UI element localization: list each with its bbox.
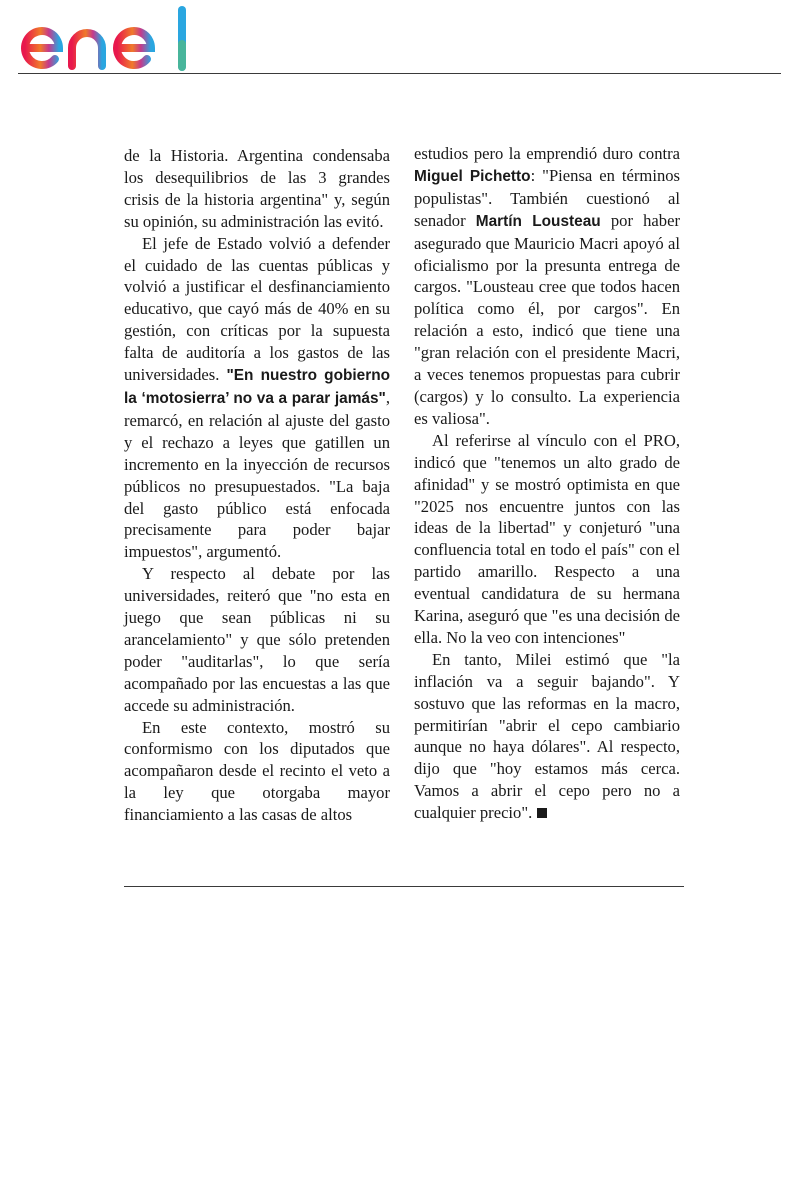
paragraph: Al referirse al vínculo con el PRO, indicó que "tenemos un alto grado de afinidad" y se mostró optimista en que "2025 nos encuentre juntos con las ideas de la libertad" y conjeturó "una confluencia total en todo el país" con el partido amarillo. Respecto a una eventual candidatura de su hermana Karina, aseguró que "es una decisión de ella. No la veo con intenciones" xyxy=(414,430,680,647)
article-column-1 xyxy=(124,145,390,826)
article-column-2 xyxy=(414,143,680,824)
quote-bold: "En nuestro gobierno la ‘motosierra’ no va a parar jamás" xyxy=(124,367,390,407)
name-bold: Martín Lousteau xyxy=(475,212,601,230)
paragraph: Y respecto al debate por las universidades, reiteró que "no esta en juego que sean públicas ni su arancelamiento" y que sólo pretenden poder "auditarlas", lo que sería acompañado por las encuestas a las que accede su administración. xyxy=(124,564,390,715)
paragraph: En tanto, Milei estimó que "la inflación va a seguir bajando". Y sostuvo que las reformas en la macro, permitirían "abrir el cepo cambiario aunque no haya dólares". Al respecto, dijo que "hoy estamos más cerca. Vamos a abrir el cepo pero no a cualquier precio". xyxy=(414,649,680,823)
bottom-rule xyxy=(124,886,684,887)
end-of-article-mark xyxy=(537,808,547,818)
paragraph: de la Historia. Argentina condensaba los desequilibrios de las 3 grandes crisis de la historia argentina" y, según su opinión, su administración las evitó. xyxy=(124,146,390,231)
header-rule xyxy=(18,73,781,74)
paragraph: En este contexto, mostró su conformismo con los diputados que acompañaron desde el recinto el veto a la ley que otorgaba mayor financiamiento a las casas de altos xyxy=(124,717,390,825)
page-header xyxy=(0,0,800,78)
name-bold: Miguel Pichetto xyxy=(414,167,531,185)
paragraph: El jefe de Estado volvió a defender el cuidado de las cuentas públicas y volvió a justificar el desfinanciamiento educativo, que cayó más de 40% en su gestión, con críticas por la supuesta falta de auditoría a los gastos de las universidades. "En nuestro gobierno la ‘motosierra’ no va a parar jamás", remarcó, en relación al ajuste del gasto y el rechazo a leyes que gatillen un incremento en la inyección de recursos públicos no presupuestados. "La baja del gasto público está enfocada precisamente para poder bajar impuestos", argumentó. xyxy=(124,233,390,562)
enel-logo xyxy=(16,4,196,74)
paragraph: estudios pero la emprendió duro contra Miguel Pichetto: "Piensa en términos populistas". También cuestionó al senador Martín Lousteau por haber asegurado que Mauricio Macri apoyó al oficialismo por la presunta entrega de cargos. "Lousteau cree que todos hacen política como él, por cargos". En relación a esto, indicó que tiene una "gran relación con el presidente Macri, a veces tenemos propuestas para cubrir (cargos) y lo consulto. La experiencia es valiosa". xyxy=(414,144,680,428)
